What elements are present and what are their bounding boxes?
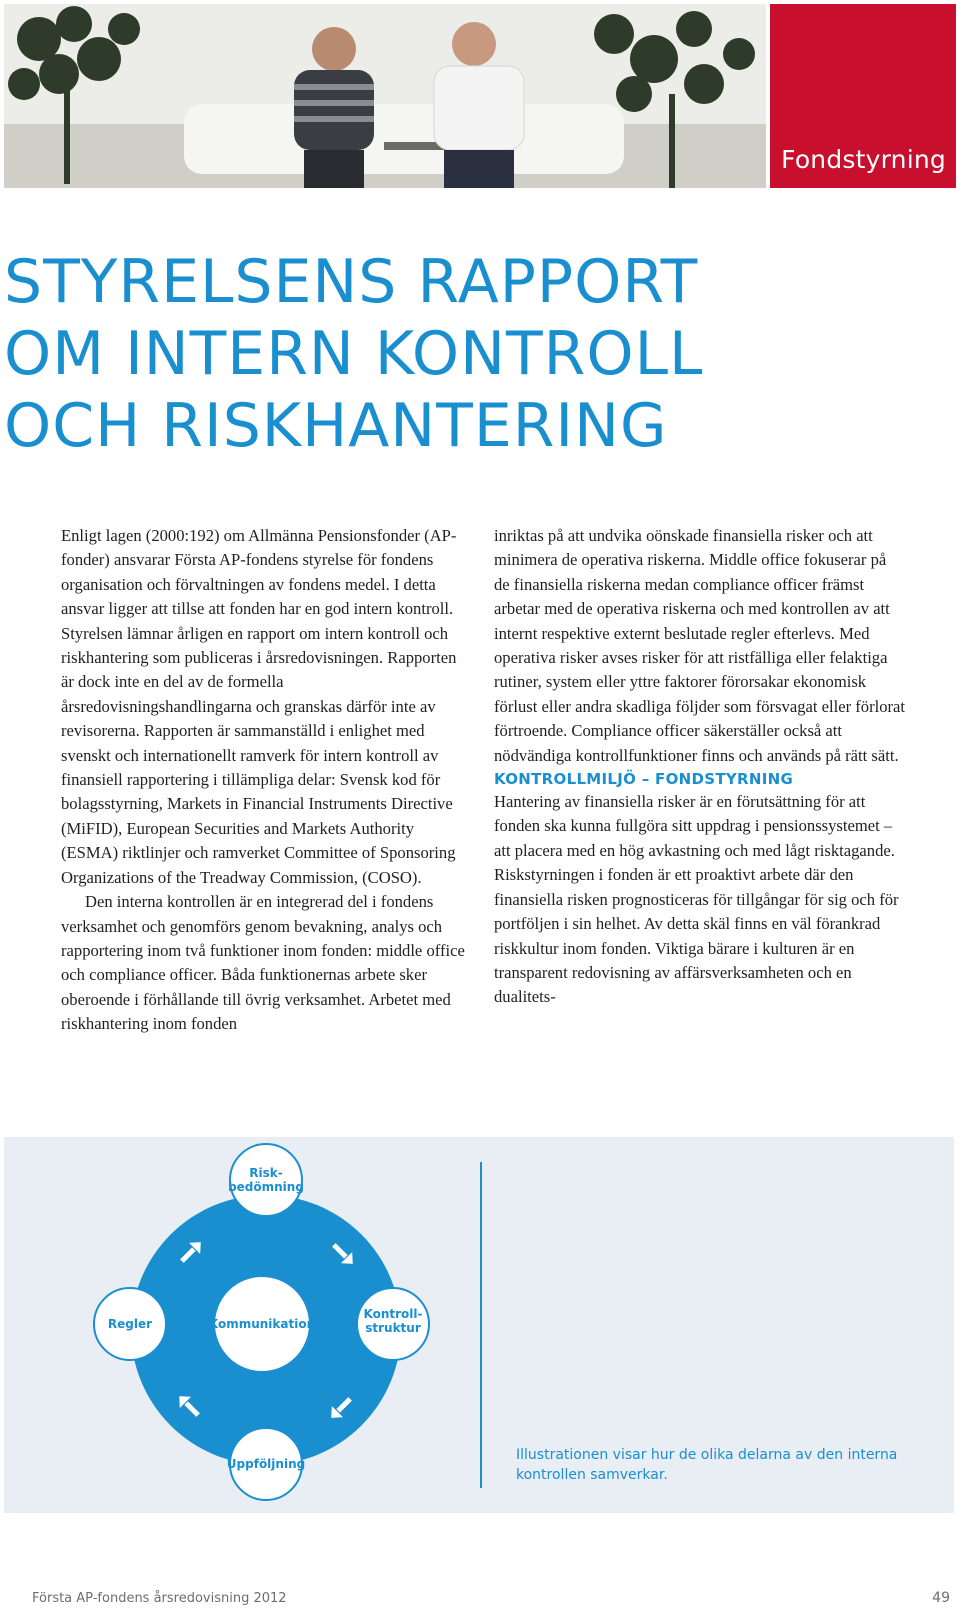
right-paragraph-1: inriktas på att undvika oönskade finansiella risker och att minimera de operativa riskerna. Middle office fokuserar på de finansiella riskerna medan compliance officer främst arbetar med de operativa riskerna och med kontrollen av att internt respektive externt beslutade regler efterlevs. Med operativa risker avses risker för att ristfälliga eller felaktiga rutiner, system eller yttre faktorer förorsakar ekonomisk förlust eller andra skadliga följder som försvagat eller förlorat förtroende. Compliance officer säkerställer också att nödvändiga kontrollfunktioner finns och används på rätt sätt.	[494, 526, 906, 765]
section-tag	[770, 4, 956, 188]
photo-illustration	[4, 4, 766, 188]
title-line-2: OM INTERN KONTROLL	[4, 319, 704, 389]
left-paragraph-2: Den interna kontrollen är en integrerad del i fondens verksamhet och genomförs genom bevakning, analys och rapportering inom två funktioner inom fonden: middle office och compliance officer. Båda funktionernas arbete sker oberoende i förhållande till övrig verksamhet. Arbetet med riskhantering inom fonden	[61, 892, 465, 1034]
node-kontrollstruktur-line1: Kontroll-	[363, 1307, 423, 1321]
node-regler	[94, 1288, 166, 1360]
node-riskbedomning-line2: bedömning	[228, 1180, 304, 1194]
node-kommunikation-label: Kommunikation	[208, 1317, 316, 1331]
diagram-panel	[4, 1137, 954, 1513]
page-title	[4, 246, 703, 462]
internal-control-diagram	[4, 1137, 480, 1513]
section-subheading: KONTROLLMILJÖ – FONDSTYRNING	[494, 770, 794, 789]
node-regler-label: Regler	[107, 1317, 153, 1331]
node-riskbedomning-line1: Risk-	[249, 1166, 283, 1180]
diagram-caption: Illustrationen visar hur de olika delarna av den interna kontrollen samverkar.	[516, 1447, 898, 1483]
header-photo	[4, 4, 766, 188]
node-riskbedomning	[228, 1144, 304, 1216]
right-paragraph-2: Hantering av finansiella risker är en förutsättning för att fonden ska kunna fullgöra sitt uppdrag i pensionssystemet – att placera med en hög avkastning och med lågt risktagande. Riskstyrningen i fonden är ett proaktivt arbete där den finansiella risken prognosticeras för tillgångar för sig och för portföljen i sin helhet. Av detta skäl finns en väl förankrad riskkultur inom fonden. Viktiga bärare i kulturen är en transparent redovisning av affärsverksamheten och en dualitets-	[494, 792, 899, 1007]
title-line-1: STYRELSENS RAPPORT	[4, 247, 699, 317]
page-number: 49	[932, 1590, 950, 1606]
divider-line	[480, 1162, 482, 1488]
body-column-right	[494, 524, 906, 1010]
node-uppfoljning-label: Uppföljning	[226, 1457, 306, 1471]
section-tag-label: Fondstyrning	[781, 145, 946, 174]
footer-publication: Första AP-fondens årsredovisning 2012	[32, 1591, 287, 1606]
node-kontrollstruktur-line2: struktur	[365, 1321, 421, 1335]
body-column-left	[61, 524, 473, 1037]
title-line-3: OCH RISKHANTERING	[4, 391, 668, 461]
node-kontrollstruktur	[357, 1288, 429, 1360]
left-paragraph-1: Enligt lagen (2000:192) om Allmänna Pensionsfonder (AP-fonder) ansvarar Första AP-fondens styrelse för fondens organisation och förvaltningen av fondens medel. I detta ansvar ligger att tillse att fonden har en god intern kontroll. Styrelsen lämnar årligen en rapport om intern kontroll och riskhantering som publiceras i årsredovisningen. Rapporten är dock inte en del av de formella årsredovisningshandlingarna och granskas därför inte av revisorerna. Rapporten är sammanställd i enlighet med svenskt och internationellt ramverk för intern kontroll av finansiell rapportering i tillämpliga delar: Svensk kod för bolagsstyrning, Markets in Financial Instruments Directive (MiFID), European Securities and Markets Authority (ESMA) riktlinjer och ramverket Committee of Sponsoring Organizations of the Treadway Commission, (COSO).	[61, 526, 457, 887]
